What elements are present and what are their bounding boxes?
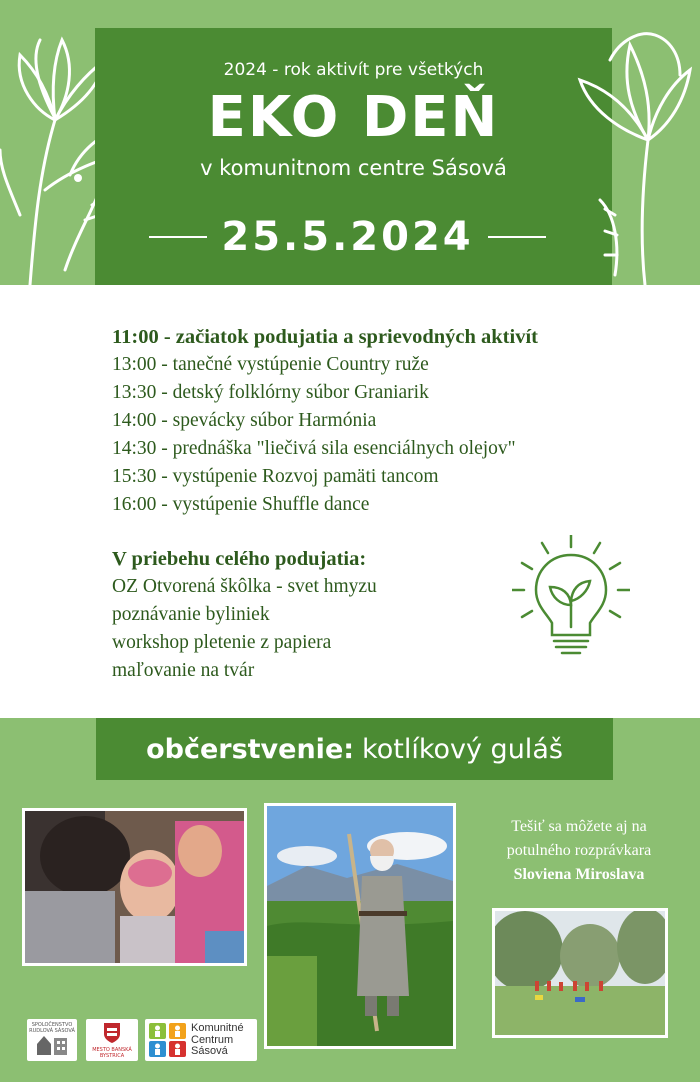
all-day-heading: V priebehu celého podujatia: <box>112 548 367 570</box>
schedule-item: 14:00 - spevácky súbor Harmónia <box>112 410 377 431</box>
logo2-caption: MESTO BANSKÁ BYSTRICA <box>92 1047 132 1059</box>
schedule-item: 11:00 - začiatok podujatia a sprievodných aktivít <box>112 326 538 348</box>
lightbulb-leaf-icon <box>512 535 630 660</box>
schedule-item: 15:30 - vystúpenie Rozvoj pamäti tancom <box>112 466 439 487</box>
header-band <box>0 0 700 285</box>
logo1-caption: SPOLOČENSTVO RUDLOVÁ SÁSOVÁ <box>29 1022 75 1034</box>
event-subtitle: 2024 - rok aktivít pre všetkých <box>223 60 484 80</box>
refreshment-banner <box>96 718 613 780</box>
schedule-item: 13:00 - tanečné vystúpenie Country ruže <box>112 354 429 375</box>
teaser-line2: potulného rozprávkara <box>506 842 652 859</box>
teaser-line1: Tešiť sa môžete aj na <box>511 818 647 835</box>
program-section <box>0 285 700 718</box>
park-event-image <box>495 911 665 1035</box>
storyteller-name: Sloviena Miroslava <box>513 866 645 883</box>
activity-item: poznávanie byliniek <box>112 604 270 625</box>
event-date: 25.5.2024 <box>221 214 474 260</box>
activity-item: maľovanie na tvár <box>112 660 255 681</box>
divider-right <box>488 236 546 238</box>
logo3-line1: Komunitné <box>191 1022 244 1034</box>
schedule-item: 16:00 - vystúpenie Shuffle dance <box>112 494 370 515</box>
photo-face-painting <box>22 808 247 966</box>
event-title: EKO DEŇ <box>207 85 500 150</box>
logo3-line3: Sásová <box>191 1045 228 1057</box>
event-location: v komunitnom centre Sásová <box>200 156 507 180</box>
face-painting-image <box>25 811 244 963</box>
all-day-activities <box>112 545 377 685</box>
schedule-item: 13:30 - detský folklórny súbor Graniarik <box>112 382 429 403</box>
houses-icon <box>35 1032 69 1056</box>
activity-item: workshop pletenie z papiera <box>112 632 332 653</box>
logo3-line2: Centrum <box>191 1033 234 1046</box>
logo-banska-bystrica <box>86 1019 138 1061</box>
community-icon <box>148 1022 188 1058</box>
divider-left <box>149 236 207 238</box>
schedule-item: 14:30 - prednáška "liečivá sila esenciálnych olejov" <box>112 438 516 459</box>
refreshment-label: občerstvenie: <box>146 733 355 765</box>
logo-komunitne-centrum <box>145 1019 257 1061</box>
storyteller-teaser <box>474 815 684 887</box>
logo3-text <box>191 1023 244 1058</box>
activity-item: OZ Otvorená škôlka - svet hmyzu <box>112 576 377 597</box>
photo-park-event <box>492 908 668 1038</box>
city-crest-icon <box>103 1022 121 1044</box>
schedule-list <box>112 323 538 519</box>
refreshment-value: kotlíkový guláš <box>362 733 563 765</box>
photo-storyteller <box>264 803 456 1049</box>
storyteller-image <box>267 806 453 1046</box>
date-row <box>145 212 550 262</box>
logo-spolocenstvo <box>27 1019 77 1061</box>
